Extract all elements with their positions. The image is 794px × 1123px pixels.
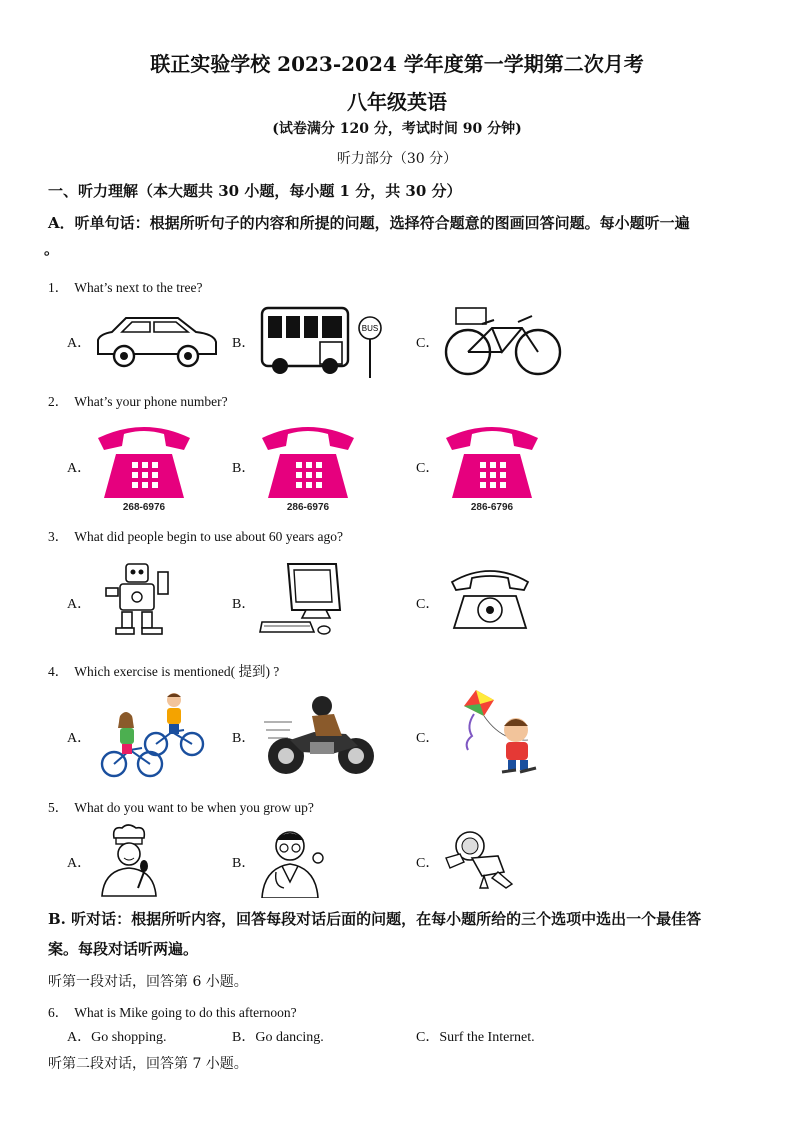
robot-picture[interactable] <box>100 560 180 638</box>
q6-option-a[interactable]: A．Go shopping. <box>67 1030 167 1045</box>
option-c-label[interactable]: C． <box>416 461 440 476</box>
phone-picture-c[interactable] <box>442 420 542 514</box>
dialog-1-note: 听第一段对话，回答第 6 小题。 <box>48 974 248 990</box>
question-number: 4． <box>48 664 69 679</box>
partB-instruction: B. 听对话：根据所听内容，回答每段对话后面的问题，在每小题所给的三个选项中选出一个最佳答 <box>48 910 702 928</box>
dialog-2-note: 听第二段对话，回答第 7 小题。 <box>48 1056 248 1072</box>
option-b-label[interactable]: B． <box>232 597 256 612</box>
option-b-label[interactable]: B． <box>232 856 256 871</box>
question-text: What’s your phone number? <box>74 394 228 409</box>
computer-picture[interactable] <box>258 560 358 640</box>
option-a-label[interactable]: A． <box>67 856 92 871</box>
exam-title: 联正实验学校 2023-2024 学年度第一学期第二次月考 <box>150 52 644 76</box>
exam-note: (试卷满分 120 分，考试时间 90 分钟) <box>272 121 522 137</box>
question-number: 6． <box>48 1005 69 1020</box>
option-c-label[interactable]: C． <box>416 597 440 612</box>
car-picture[interactable] <box>92 310 222 372</box>
question-text: Which exercise is mentioned( 提到) ? <box>74 664 280 679</box>
exam-subtitle: 八年级英语 <box>347 90 447 114</box>
phone-number-c: 286-6796 <box>470 502 514 513</box>
bus-sign-text: BUS <box>361 324 379 333</box>
cook-picture[interactable] <box>94 822 164 898</box>
option-c-label[interactable]: C． <box>416 731 440 746</box>
question-number: 5． <box>48 800 69 815</box>
option-a-label[interactable]: A． <box>67 336 92 351</box>
question-number: 2． <box>48 394 69 409</box>
option-c-label[interactable]: C． <box>416 336 440 351</box>
astronaut-picture[interactable] <box>442 828 520 890</box>
doctor-picture[interactable] <box>258 822 328 898</box>
partA-instruction-end: 。 <box>44 240 60 258</box>
question-text: What’s next to the tree? <box>74 280 203 295</box>
bus-picture[interactable] <box>258 302 388 380</box>
question-text: What is Mike going to do this afternoon? <box>74 1005 297 1020</box>
option-b-label[interactable]: B． <box>232 461 256 476</box>
partB-instruction-cont: 案。每段对话听两遍。 <box>48 940 199 958</box>
option-c-label[interactable]: C． <box>416 856 440 871</box>
question-number: 3． <box>48 529 69 544</box>
partA-instruction: A．听单句话：根据所听句子的内容和所提的问题，选择符合题意的图画回答问题。每小题听一遍 <box>48 214 690 232</box>
kite-picture[interactable] <box>450 686 546 780</box>
motorbike-picture[interactable] <box>262 692 380 778</box>
option-a-label[interactable]: A． <box>67 731 92 746</box>
phone-number-b: 286-6976 <box>286 502 330 513</box>
question-text: What do you want to be when you grow up? <box>74 800 314 815</box>
telephone-picture[interactable] <box>448 566 532 632</box>
option-b-label[interactable]: B． <box>232 731 256 746</box>
q6-option-c[interactable]: C．Surf the Internet. <box>416 1030 535 1045</box>
question-text: What did people begin to use about 60 years ago? <box>74 529 344 544</box>
option-a-label[interactable]: A． <box>67 597 92 612</box>
phone-number-a: 268-6976 <box>122 502 166 513</box>
cycling-picture[interactable] <box>96 688 208 780</box>
option-b-label[interactable]: B． <box>232 336 256 351</box>
part-title: 听力部分（30 分） <box>336 151 458 167</box>
section-heading: 一、听力理解（本大题共 30 小题，每小题 1 分，共 30 分） <box>48 182 462 200</box>
q6-option-b[interactable]: B．Go dancing. <box>232 1030 324 1045</box>
phone-picture-a[interactable] <box>94 420 194 514</box>
option-a-label[interactable]: A． <box>67 461 92 476</box>
bicycle-picture[interactable] <box>442 302 566 380</box>
question-number: 1． <box>48 280 69 295</box>
phone-picture-b[interactable] <box>258 420 358 514</box>
